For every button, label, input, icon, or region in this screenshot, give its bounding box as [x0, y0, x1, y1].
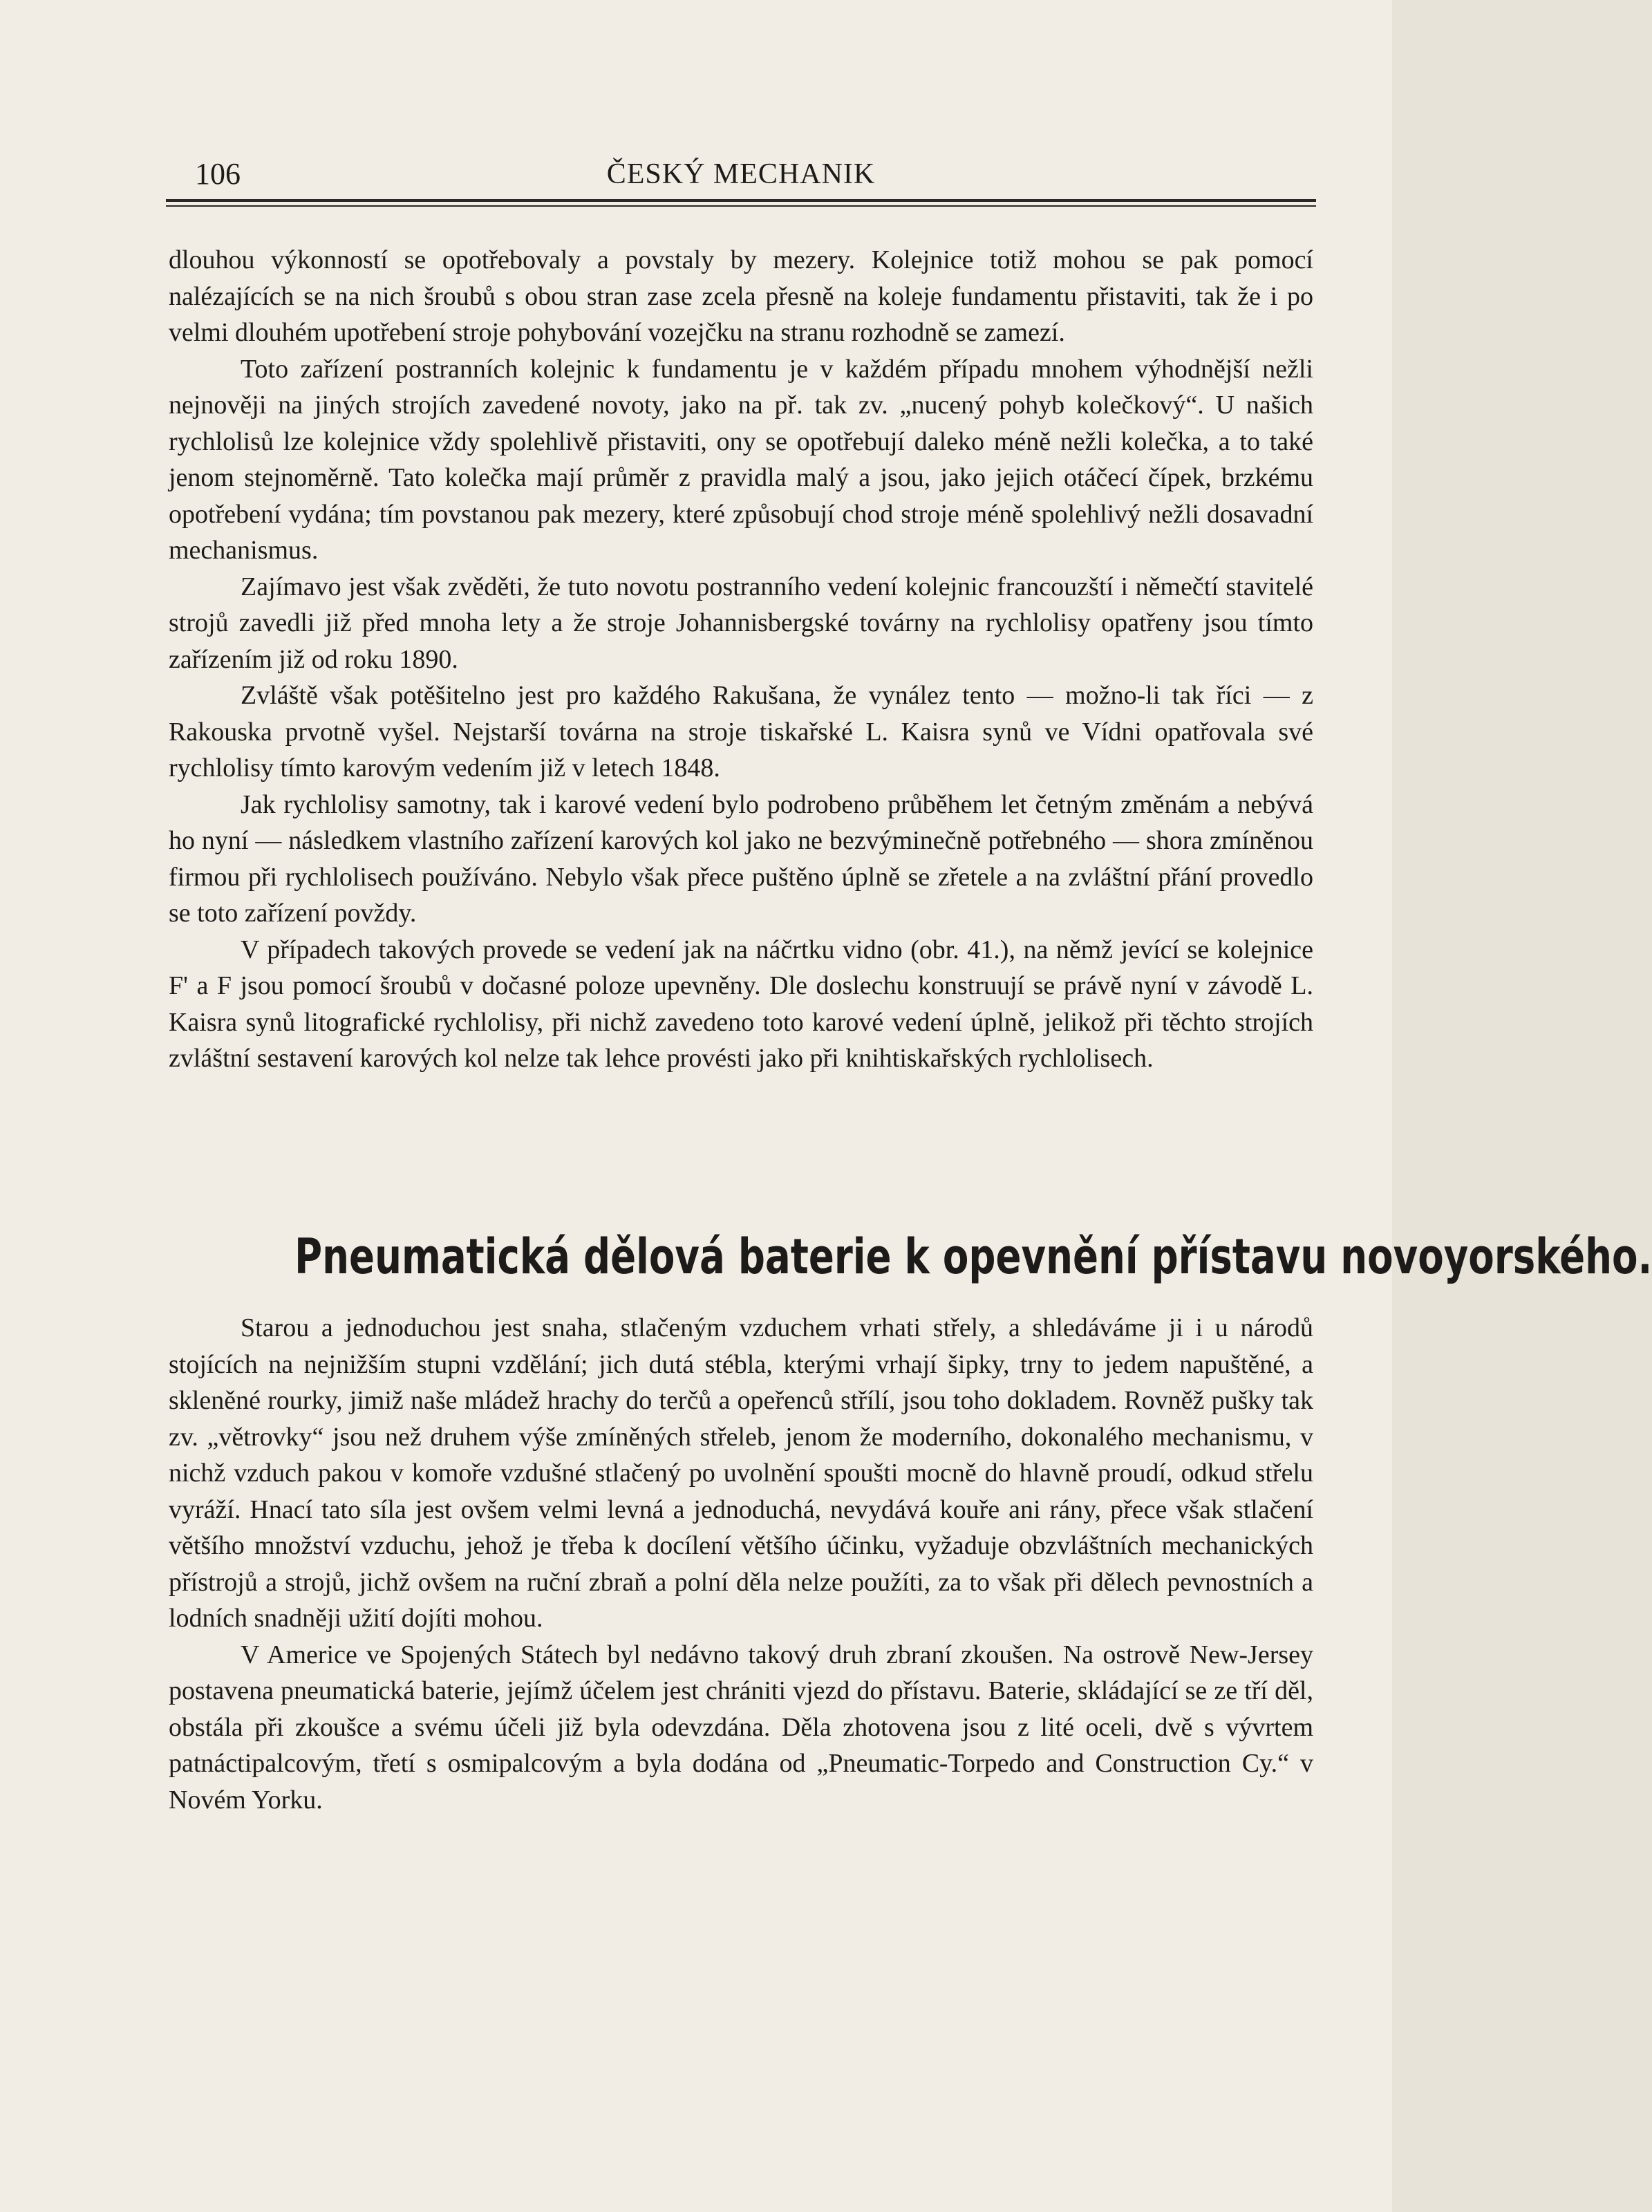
header-rule — [166, 199, 1316, 207]
paragraph: Jak rychlolisy samotny, tak i karové vedení bylo podrobeno průběhem let četným změnám a nebývá ho nyní — následkem vlastního zařízení karových kol jako ne bezvýminečně potřebného — shora zmíněnou firmou při rychlolisech používáno. Nebylo však přece puštěno úplně se zřetele a na zvláštní přání provedlo se toto zařízení povždy. — [169, 789, 1313, 928]
page-number: 106 — [195, 157, 241, 191]
article-continuation — [169, 242, 1313, 1077]
article-body — [169, 1310, 1313, 1818]
article-heading: Pneumatická dělová baterie k opevnění přístavu novoyorského. — [294, 1228, 1652, 1285]
paragraph: V Americe ve Spojených Státech byl nedávno takový druh zbraní zkoušen. Na ostrově New-Jersey postavena pneumatická baterie, jejímž účelem jest chrániti vjezd do přístavu. Baterie, skládající se ze tří děl, obstála při zkoušce a svému účeli již byla odevzdána. Děla zhotovena jsou z lité oceli, dvě s vývrtem patnáctipalcovým, třetí s osmipalcovým a byla dodána od „Pneumatic-Torpedo and Construction Cy.“ v Novém Yorku. — [169, 1640, 1313, 1815]
page-header — [166, 153, 1316, 195]
running-title: ČESKÝ MECHANIK — [606, 158, 876, 190]
paragraph: V případech takových provede se vedení jak na náčrtku vidno (obr. 41.), na němž jevící se kolejnice F' a F jsou pomocí šroubů v dočasné poloze upevněny. Dle doslechu konstruují se právě nyní v závodě L. Kaisra synů litografické rychlolisy, při nichž zavedeno toto karové vedení úplně, jelikož při těchto strojích zvláštní sestavení karových kol nelze tak lehce provésti jako při knihtiskařských rychlolisech. — [169, 935, 1313, 1073]
paragraph: Zvláště však potěšitelno jest pro každého Rakušana, že vynález tento — možno-li tak říci — z Rakouska prvotně vyšel. Nejstarší továrna na stroje tiskařské L. Kaisra synů ve Vídni opatřovala své rychlolisy tímto karovým vedením již v letech 1848. — [169, 681, 1313, 782]
paragraph: Toto zařízení postranních kolejnic k fundamentu je v každém případu mnohem výhodnější nežli nejnověji na jiných strojích zavedené novoty, jako na př. tak zv. „nucený pohyb kolečkový“. U našich rychlolisů lze kolejnice vždy spolehlivě přistaviti, ony se opotřebují daleko méně nežli kolečka, a to také jenom stejnoměrně. Tato kolečka mají průměr z pravidla malý a jsou, jako jejich otáčecí čípek, brzkému opotřebení vydána; tím povstanou pak mezery, které způsobují chod stroje méně spolehlivý nežli dosavadní mechanismus. — [169, 354, 1313, 565]
paragraph: Starou a jednoduchou jest snaha, stlačeným vzduchem vrhati střely, a shledáváme ji i u národů stojících na nejnižším stupni vzdělání; jich dutá stébla, kterými vrhají šipky, trny to jedem napuštěné, a skleněné rourky, jimiž naše mládež hrachy do terčů a opeřenců střílí, jsou toho dokladem. Rovněž pušky tak zv. „větrovky“ jsou než druhem výše zmíněných střeleb, jenom že moderního, dokonalého mechanismu, v nichž vzduch pakou v komoře vzdušné stlačený po uvolnění spoušti mocně do hlavně proudí, odkud střelu vyráží. Hnací tato síla jest ovšem velmi levná a jednoduchá, nevydává kouře ani rány, přece však stlačení většího množství vzduchu, jehož je třeba k docílení většího účinku, vyžaduje obzvláštních mechanických přístrojů a strojů, jichž ovšem na ruční zbraň a polní děla nelze použíti, za to však při dělech pevnostních a lodních snadněji užití dojíti mohou. — [169, 1313, 1313, 1633]
paragraph: dlouhou výkonností se opotřebovaly a povstaly by mezery. Kolejnice totiž mohou se pak pomocí nalézajících se na nich šroubů s obou stran zase zcela přesně na koleje fundamentu přistaviti, tak že i po velmi dlouhém upotřebení stroje pohybování vozejčku na stranu rozhodně se zamezí. — [169, 245, 1313, 347]
paragraph: Zajímavo jest však zvěděti, že tuto novotu postranního vedení kolejnic francouzští i němečtí stavitelé strojů zavedli již před mnoha lety a že stroje Johannisbergské továrny na rychlolisy opatřeny jsou tímto zařízením již od roku 1890. — [169, 572, 1313, 674]
